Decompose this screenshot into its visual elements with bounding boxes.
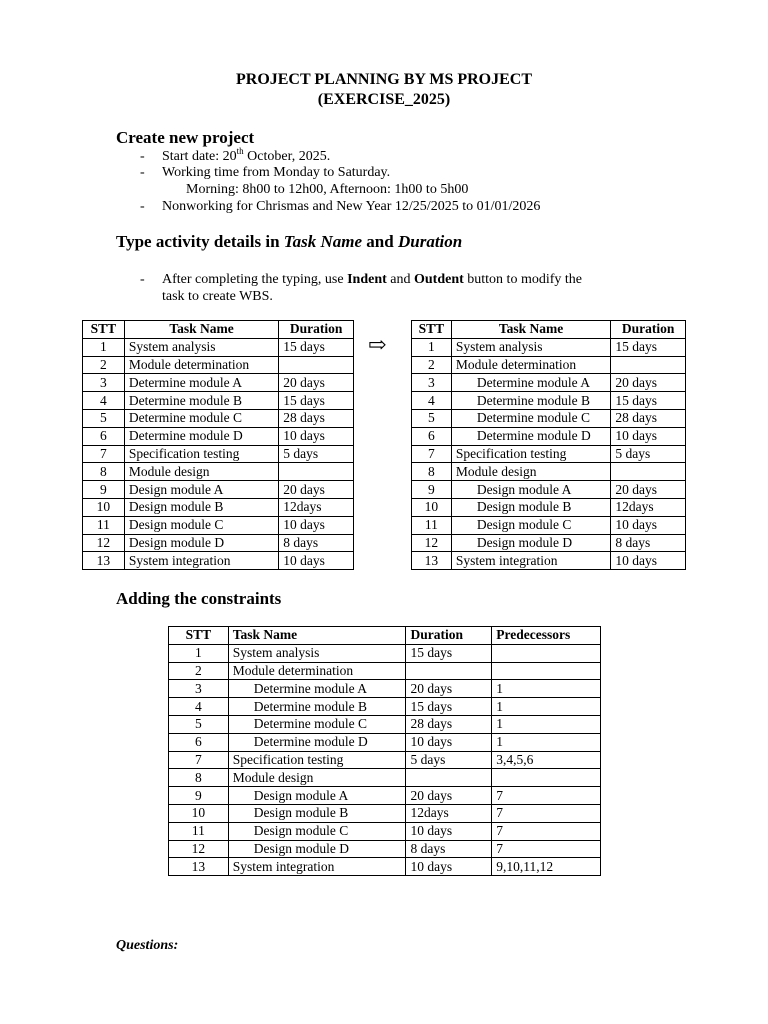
task-name: Specification testing [228,751,406,769]
task-stt: 10 [83,498,125,516]
task-duration: 10 days [279,427,354,445]
task-name: Design module A [451,481,611,499]
instruction-part: button to modify the [463,272,582,287]
task-predecessors: 7 [492,787,601,805]
task-stt: 1 [83,338,125,356]
task-stt: 2 [169,662,229,680]
task-duration: 15 days [279,338,354,356]
table-row [169,698,601,716]
table-row [83,409,354,427]
task-stt: 7 [169,751,229,769]
task-stt: 12 [169,840,229,858]
task-name: Determine module B [124,392,278,410]
task-stt: 3 [169,680,229,698]
task-stt: 11 [169,822,229,840]
task-name: Design module C [228,822,406,840]
task-stt: 4 [169,698,229,716]
task-name: System analysis [228,644,406,662]
task-stt: 6 [83,427,125,445]
table-row [169,769,601,787]
task-name: Module determination [228,662,406,680]
task-predecessors [492,644,601,662]
task-stt: 10 [169,804,229,822]
table-row [83,427,354,445]
start-date-prefix: Start date: 20 [162,149,237,164]
questions-label: Questions: [116,938,179,953]
task-duration: 20 days [279,374,354,392]
task-name: Determine module A [451,374,611,392]
task-name: System analysis [451,338,611,356]
task-name: Specification testing [451,445,611,463]
task-name: Determine module D [228,733,406,751]
table-row [412,463,686,481]
task-stt: 7 [412,445,452,463]
task-duration: 10 days [406,822,492,840]
table-row [83,552,354,570]
task-name: Module design [228,769,406,787]
task-stt: 3 [412,374,452,392]
table-row [412,534,686,552]
task-name: Determine module A [124,374,278,392]
task-predecessors: 9,10,11,12 [492,858,601,876]
task-name: Module design [451,463,611,481]
right-arrow-icon: ⇨ [368,332,387,357]
table-row [169,787,601,805]
task-name: Design module D [228,840,406,858]
working-time-text: Working time from Monday to Saturday. [162,165,391,180]
task-predecessors: 1 [492,698,601,716]
nonworking-text: Nonworking for Chrismas and New Year 12/25/2025 to 01/01/2026 [162,199,541,214]
page-title: PROJECT PLANNING BY MS PROJECT [235,71,533,88]
type-details-heading [116,232,462,252]
constraints-heading: Adding the constraints [116,589,282,608]
table-row [169,751,601,769]
working-time-item: - Working time from Monday to Saturday. [140,165,391,180]
task-duration: 15 days [611,338,686,356]
task-duration: 20 days [611,481,686,499]
header-task-name: Task Name [228,627,406,645]
table-row [412,498,686,516]
instruction-part: Outdent [413,272,464,287]
instruction-part: and [386,272,414,287]
start-date-item: - Start date: 20th October, 2025. [140,146,331,164]
task-predecessors: 1 [492,733,601,751]
task-stt: 12 [412,534,452,552]
table-row [412,481,686,499]
task-duration: 15 days [406,644,492,662]
table-row [169,804,601,822]
table-row [83,534,354,552]
task-stt: 13 [169,858,229,876]
constraints-table [168,626,601,876]
task-stt: 3 [83,374,125,392]
task-name: System integration [451,552,611,570]
task-duration: 10 days [279,552,354,570]
table-row [412,392,686,410]
task-stt: 8 [412,463,452,481]
task-duration: 10 days [611,516,686,534]
table-row [83,445,354,463]
table-row [412,409,686,427]
table-row [412,356,686,374]
start-date-suffix: October, 2025. [243,149,331,164]
indent-instruction-cont: task to create WBS. [162,289,273,304]
table-row [412,427,686,445]
table-row [169,715,601,733]
task-name: Determine module C [124,409,278,427]
table-row [83,463,354,481]
task-duration: 10 days [611,552,686,570]
heading-part: and [362,232,398,251]
task-stt: 5 [169,715,229,733]
table-row [83,338,354,356]
task-name: Design module A [124,481,278,499]
task-stt: 6 [169,733,229,751]
task-predecessors: 1 [492,715,601,733]
table-row [169,858,601,876]
task-duration: 10 days [279,516,354,534]
task-stt: 13 [412,552,452,570]
task-duration: 5 days [611,445,686,463]
task-duration: 12days [611,498,686,516]
task-predecessors: 1 [492,680,601,698]
task-stt: 13 [83,552,125,570]
task-stt: 10 [412,498,452,516]
header-duration: Duration [611,321,686,339]
indent-instruction: - After completing the typing, use Indent and Outdent button to modify the [140,272,582,287]
start-date-sup: th [236,146,244,156]
table-row [169,822,601,840]
task-predecessors: 7 [492,840,601,858]
table-row [169,644,601,662]
task-predecessors [492,769,601,787]
task-name: Design module B [451,498,611,516]
header-task-name: Task Name [451,321,611,339]
table-row [83,516,354,534]
header-stt: STT [83,321,125,339]
task-name: Determine module B [228,698,406,716]
instruction-part: Indent [347,272,387,287]
table-row [412,516,686,534]
header-duration: Duration [406,627,492,645]
table-row [169,680,601,698]
task-table-wbs [411,320,686,570]
page-subtitle: (EXERCISE_2025) [317,91,451,108]
task-stt: 8 [169,769,229,787]
task-duration: 10 days [406,733,492,751]
table-row [169,662,601,680]
task-duration: 15 days [611,392,686,410]
task-name: Module determination [451,356,611,374]
task-name: Determine module D [451,427,611,445]
task-name: Design module D [451,534,611,552]
header-stt: STT [169,627,229,645]
task-name: Design module A [228,787,406,805]
task-duration [279,356,354,374]
table-row [169,733,601,751]
task-stt: 9 [83,481,125,499]
task-duration: 20 days [279,481,354,499]
task-stt: 4 [412,392,452,410]
table-row [412,552,686,570]
task-duration: 28 days [611,409,686,427]
table-row [412,374,686,392]
task-name: System integration [228,858,406,876]
task-duration: 10 days [406,858,492,876]
task-duration [611,356,686,374]
task-duration: 28 days [279,409,354,427]
task-name: Determine module C [451,409,611,427]
task-duration: 20 days [406,787,492,805]
task-name: Module determination [124,356,278,374]
task-stt: 5 [412,409,452,427]
task-name: System analysis [124,338,278,356]
task-predecessors [492,662,601,680]
instruction-part: After completing the typing, use [162,272,348,287]
header-task-name: Task Name [124,321,278,339]
table-row [83,481,354,499]
task-duration: 8 days [611,534,686,552]
task-stt: 11 [412,516,452,534]
task-duration: 12days [406,804,492,822]
task-stt: 11 [83,516,125,534]
task-table-flat [82,320,354,570]
task-stt: 1 [412,338,452,356]
task-duration [611,463,686,481]
task-duration [279,463,354,481]
task-stt: 7 [83,445,125,463]
task-duration: 15 days [279,392,354,410]
task-name: Design module C [451,516,611,534]
task-stt: 5 [83,409,125,427]
task-name: System integration [124,552,278,570]
task-name: Determine module D [124,427,278,445]
task-stt: 9 [169,787,229,805]
table-row [83,374,354,392]
task-duration: 8 days [406,840,492,858]
task-stt: 2 [412,356,452,374]
task-stt: 9 [412,481,452,499]
task-duration: 5 days [406,751,492,769]
task-duration: 20 days [611,374,686,392]
task-predecessors: 3,4,5,6 [492,751,601,769]
heading-part: Duration [397,232,463,251]
task-name: Design module D [124,534,278,552]
task-stt: 6 [412,427,452,445]
header-duration: Duration [279,321,354,339]
task-stt: 4 [83,392,125,410]
header-stt: STT [412,321,452,339]
create-project-heading: Create new project [116,128,255,147]
table-row [83,392,354,410]
table-row [83,356,354,374]
task-duration: 28 days [406,715,492,733]
task-name: Module design [124,463,278,481]
task-name: Design module C [124,516,278,534]
task-stt: 8 [83,463,125,481]
task-duration: 15 days [406,698,492,716]
task-stt: 12 [83,534,125,552]
table-row [412,338,686,356]
task-name: Design module B [228,804,406,822]
table-row [412,445,686,463]
task-stt: 2 [83,356,125,374]
task-name: Determine module C [228,715,406,733]
task-name: Determine module A [228,680,406,698]
table-row [83,498,354,516]
heading-part: Task Name [283,232,363,251]
task-duration: 12days [279,498,354,516]
task-duration: 5 days [279,445,354,463]
task-duration: 20 days [406,680,492,698]
task-stt: 1 [169,644,229,662]
table-row [169,840,601,858]
working-hours-text: Morning: 8h00 to 12h00, Afternoon: 1h00 to 5h00 [186,182,469,197]
task-name: Design module B [124,498,278,516]
task-duration [406,662,492,680]
task-predecessors: 7 [492,804,601,822]
task-name: Specification testing [124,445,278,463]
task-name: Determine module B [451,392,611,410]
task-duration: 8 days [279,534,354,552]
task-predecessors: 7 [492,822,601,840]
header-predecessors: Predecessors [492,627,601,645]
heading-part: Type activity details in [116,232,284,251]
nonworking-item: - Nonworking for Chrismas and New Year 12/25/2025 to 01/01/2026 [140,199,541,214]
task-duration: 10 days [611,427,686,445]
task-duration [406,769,492,787]
